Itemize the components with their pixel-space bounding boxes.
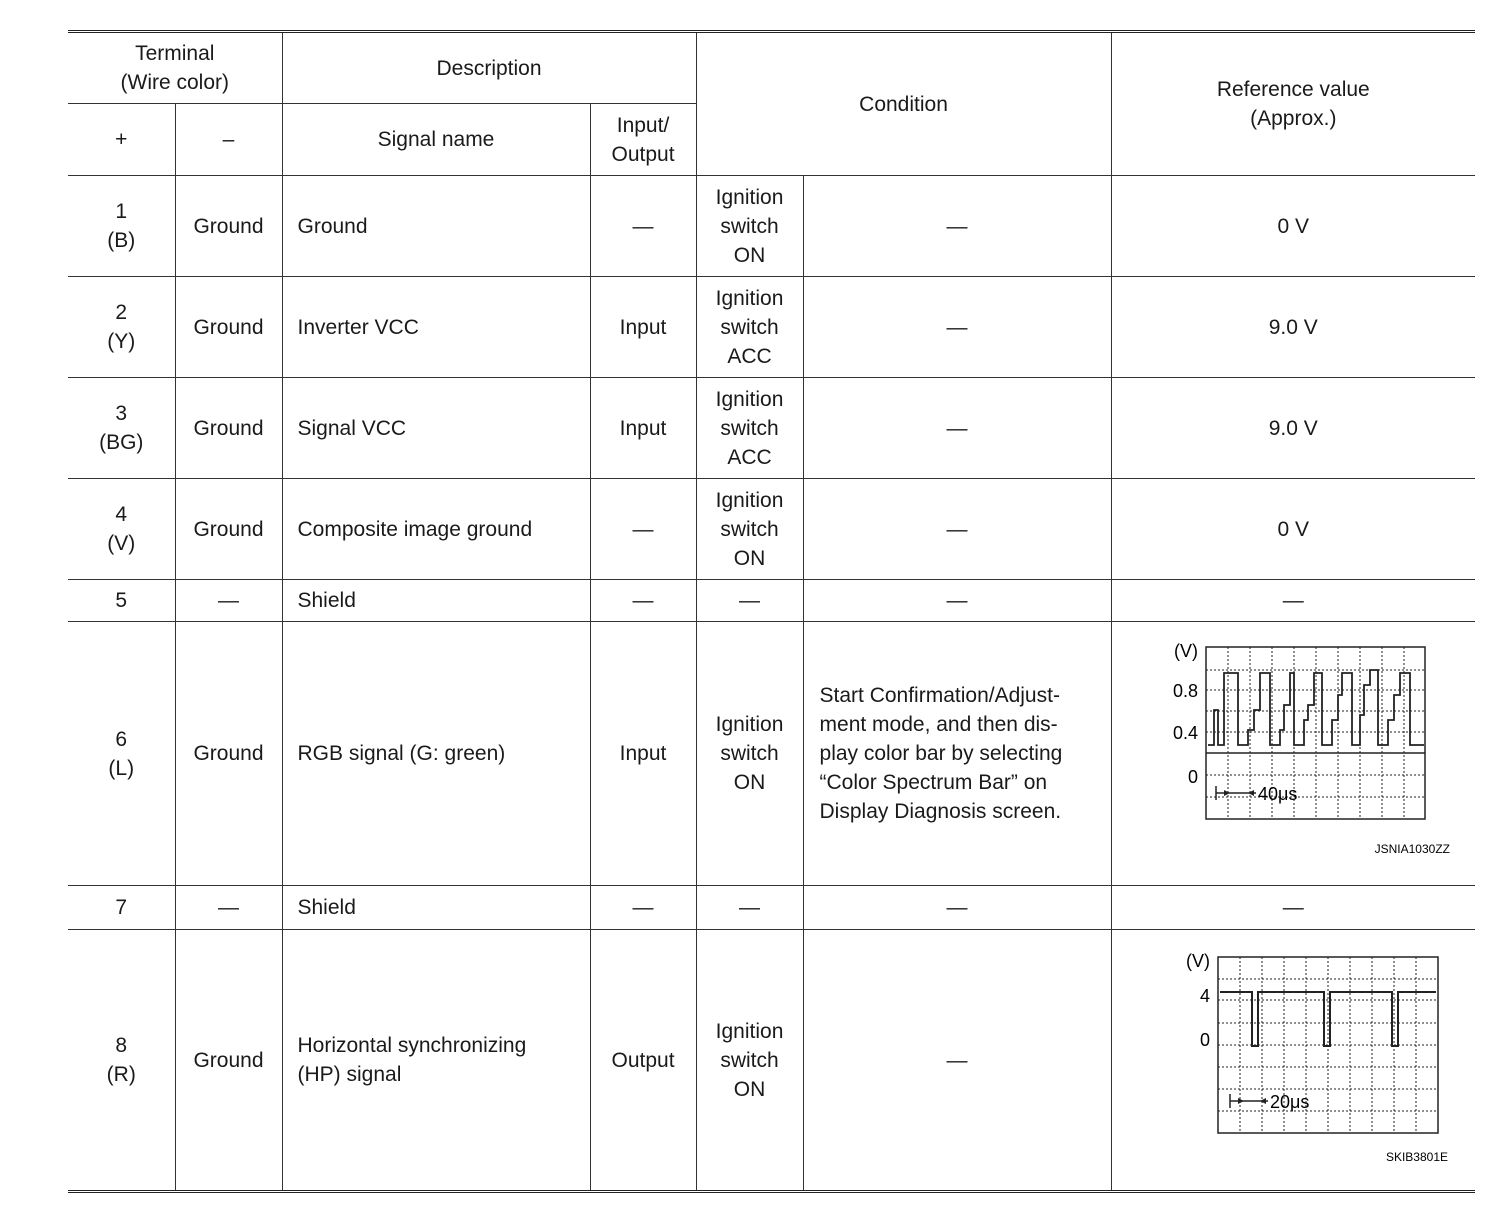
ignition-state: Ignition switch ON bbox=[696, 176, 803, 277]
terminal-plus: 6 (L) bbox=[68, 622, 175, 886]
ignition-state: Ignition switch ACC bbox=[696, 378, 803, 479]
table-row bbox=[68, 622, 1475, 886]
terminal-label: Terminal bbox=[135, 42, 215, 65]
signal-name: Composite image ground bbox=[282, 479, 590, 580]
ignition-state: Ignition switch ON bbox=[696, 622, 803, 886]
reference-value: 9.0 V bbox=[1111, 378, 1475, 479]
minus-header: – bbox=[175, 104, 282, 176]
ignition-state: — bbox=[696, 886, 803, 930]
signal-name: Shield bbox=[282, 580, 590, 622]
ignition-state: Ignition switch ACC bbox=[696, 277, 803, 378]
ignition-state: Ignition switch ON bbox=[696, 479, 803, 580]
signal-name-header: Signal name bbox=[282, 104, 590, 176]
hp-waveform-graph bbox=[1128, 941, 1458, 1171]
approx-label: (Approx.) bbox=[1250, 107, 1337, 130]
signal-name: Horizontal synchronizing (HP) signal bbox=[282, 930, 590, 1192]
table-row bbox=[68, 277, 1475, 378]
wave-period: 20μs bbox=[1270, 1092, 1310, 1112]
condition-value: — bbox=[803, 277, 1111, 378]
io-value: Input bbox=[590, 378, 696, 479]
reference-value: 0 V bbox=[1111, 176, 1475, 277]
io-header bbox=[590, 104, 696, 176]
wave-tick: 0.8 bbox=[1173, 680, 1199, 701]
reference-label: Reference value bbox=[1216, 78, 1370, 101]
io-label-1: Input/ bbox=[616, 113, 670, 137]
wave-tick: 0 bbox=[1200, 1030, 1211, 1050]
ignition-state: Ignition switch ON bbox=[696, 930, 803, 1192]
wave-tick: 4 bbox=[1200, 986, 1211, 1006]
condition-value: — bbox=[803, 580, 1111, 622]
terminal-minus: — bbox=[175, 580, 282, 622]
terminal-minus: — bbox=[175, 886, 282, 930]
condition-value: — bbox=[803, 930, 1111, 1192]
ignition-state: — bbox=[696, 580, 803, 622]
reference-value: 9.0 V bbox=[1111, 277, 1475, 378]
table-row bbox=[68, 930, 1475, 1192]
figure-code: JSNIA1030ZZ bbox=[1374, 841, 1451, 856]
terminal-plus: 1 (B) bbox=[68, 176, 175, 277]
terminal-plus: 2 (Y) bbox=[68, 277, 175, 378]
io-value: — bbox=[590, 580, 696, 622]
table-row bbox=[68, 176, 1475, 277]
io-label-2: Output bbox=[611, 142, 675, 166]
terminal-minus: Ground bbox=[175, 176, 282, 277]
reference-header bbox=[1111, 32, 1475, 176]
reference-value: — bbox=[1111, 580, 1475, 622]
condition-value: — bbox=[803, 176, 1111, 277]
wave-unit: (V) bbox=[1174, 640, 1199, 661]
terminal-minus: Ground bbox=[175, 378, 282, 479]
reference-waveform bbox=[1111, 622, 1475, 886]
terminal-spec-table bbox=[68, 30, 1475, 1193]
table-row bbox=[68, 479, 1475, 580]
condition-value: — bbox=[803, 479, 1111, 580]
rgb-waveform-graph bbox=[1128, 635, 1458, 865]
terminal-plus: 3 (BG) bbox=[68, 378, 175, 479]
signal-name: RGB signal (G: green) bbox=[282, 622, 590, 886]
wave-period: 40μs bbox=[1258, 783, 1298, 804]
signal-name: Signal VCC bbox=[282, 378, 590, 479]
io-value: Output bbox=[590, 930, 696, 1192]
figure-code: SKIB3801E bbox=[1386, 1150, 1449, 1164]
table-row bbox=[68, 886, 1475, 930]
condition-value: Start Confirmation/Adjust- ment mode, and then dis- play color bar by selecting “Color Spectrum Bar” on Display Diagnosis screen. bbox=[803, 622, 1111, 886]
wave-tick: 0 bbox=[1188, 766, 1199, 787]
terminal-plus: 8 (R) bbox=[68, 930, 175, 1192]
terminal-minus: Ground bbox=[175, 277, 282, 378]
condition-value: — bbox=[803, 378, 1111, 479]
description-header: Description bbox=[282, 32, 696, 104]
io-value: — bbox=[590, 176, 696, 277]
wave-tick: 0.4 bbox=[1173, 722, 1199, 743]
signal-name: Ground bbox=[282, 176, 590, 277]
condition-header: Condition bbox=[696, 32, 1111, 176]
io-value: — bbox=[590, 479, 696, 580]
terminal-plus: 4 (V) bbox=[68, 479, 175, 580]
signal-name: Inverter VCC bbox=[282, 277, 590, 378]
io-value: Input bbox=[590, 622, 696, 886]
terminal-minus: Ground bbox=[175, 479, 282, 580]
terminal-plus: 5 bbox=[68, 580, 175, 622]
reference-value: 0 V bbox=[1111, 479, 1475, 580]
condition-value: — bbox=[803, 886, 1111, 930]
terminal-minus: Ground bbox=[175, 930, 282, 1192]
wire-color-label: (Wire color) bbox=[120, 71, 229, 94]
wave-unit: (V) bbox=[1186, 951, 1211, 971]
terminal-plus: 7 bbox=[68, 886, 175, 930]
io-value: Input bbox=[590, 277, 696, 378]
signal-name: Shield bbox=[282, 886, 590, 930]
plus-header: + bbox=[68, 104, 175, 176]
table-row bbox=[68, 580, 1475, 622]
reference-value: — bbox=[1111, 886, 1475, 930]
table-row bbox=[68, 378, 1475, 479]
reference-waveform bbox=[1111, 930, 1475, 1192]
terminal-minus: Ground bbox=[175, 622, 282, 886]
io-value: — bbox=[590, 886, 696, 930]
terminal-header bbox=[68, 32, 282, 104]
